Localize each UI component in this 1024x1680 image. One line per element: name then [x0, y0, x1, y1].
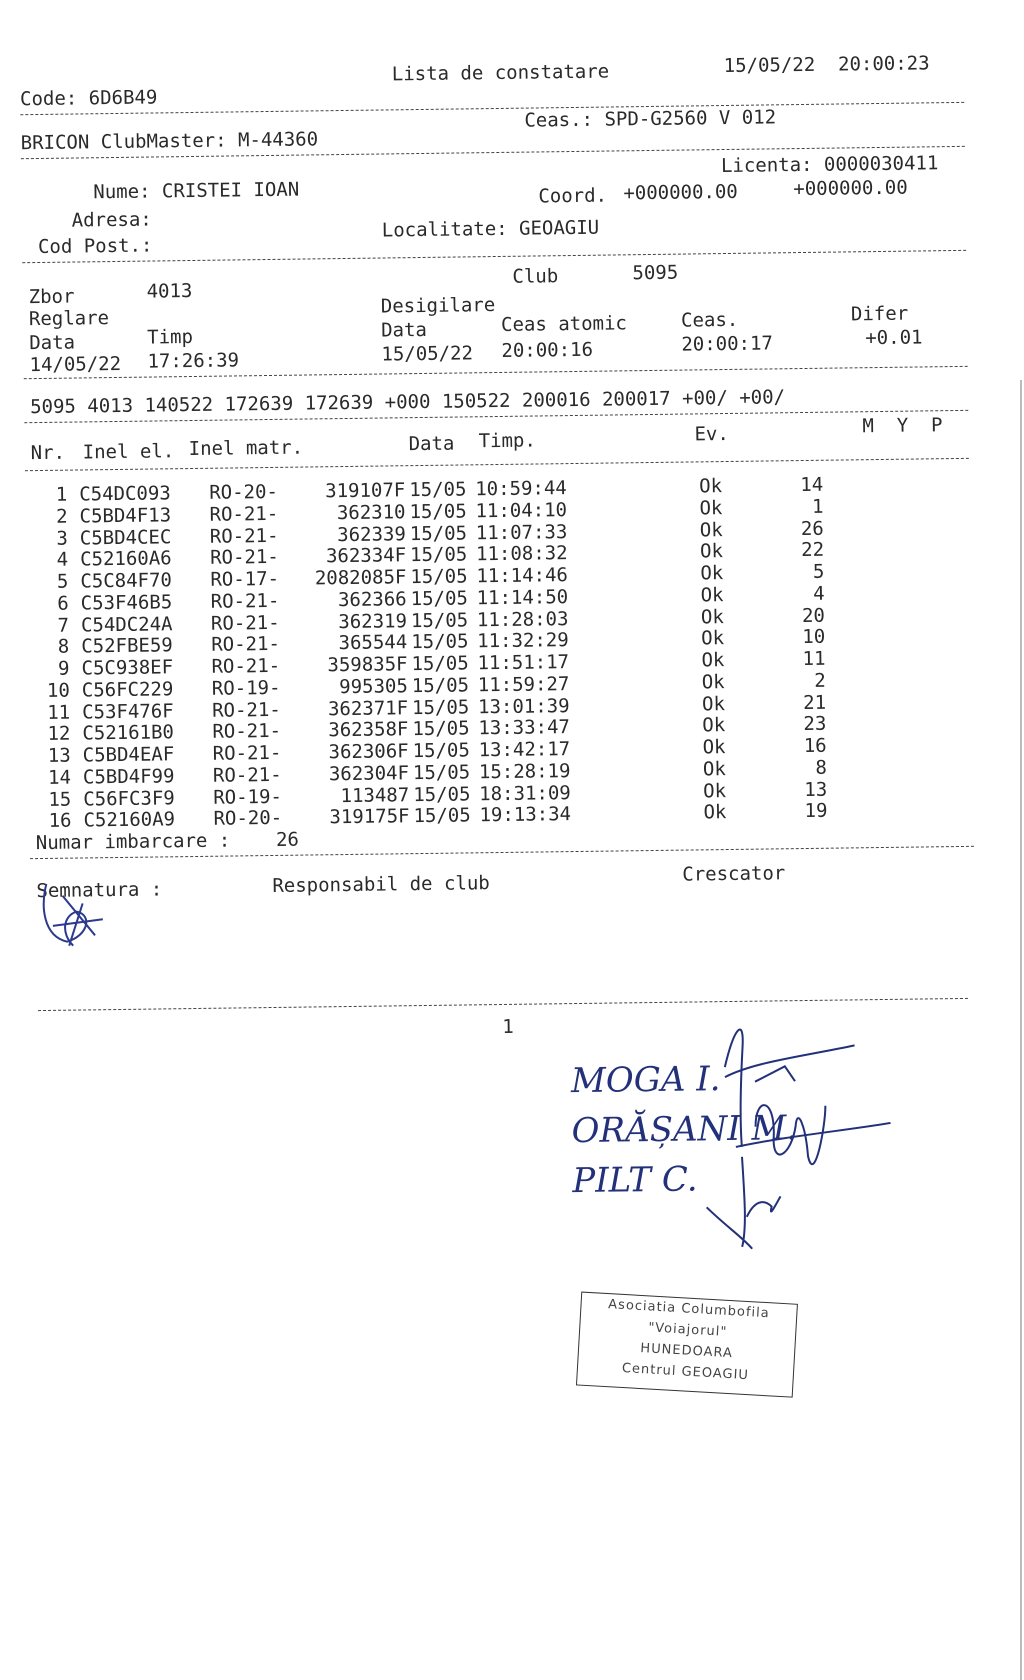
arrival-date: 15/05 — [411, 652, 469, 676]
arrival-date: 15/05 — [411, 695, 470, 719]
stamp-line-1: Asociatia Columbofila — [607, 1297, 771, 1322]
ring-prefix: RO-20- — [209, 480, 279, 504]
club-label: Club — [512, 265, 559, 288]
coord-x: +000000.00 — [623, 180, 738, 205]
arrival-time: 11:14:50 — [476, 585, 569, 610]
row-number: 16 — [48, 809, 72, 833]
arrival-date: 15/05 — [411, 674, 470, 697]
ring-number: 362306F — [328, 740, 409, 764]
divider — [22, 250, 966, 263]
document-title: Lista de constatare — [391, 60, 610, 86]
desigilare-date-label: Data — [381, 318, 428, 342]
arrival-time: 10:59:44 — [475, 477, 567, 501]
locality: Localitate: GEOAGIU — [381, 216, 600, 242]
ring-number: 362319 — [338, 609, 408, 633]
col-header-myp: M Y P — [862, 414, 943, 438]
ring-number: 362304F — [328, 761, 410, 785]
ring-number: 995305 — [339, 674, 408, 698]
arrival-time: 19:13:34 — [479, 803, 572, 827]
handwritten-name-3: PILT C. — [572, 1159, 698, 1202]
arrival-time: 11:59:27 — [477, 672, 570, 697]
ring-prefix: RO-21- — [210, 589, 280, 613]
row-number: 7 — [57, 614, 70, 637]
ring-number: 365544 — [338, 631, 408, 655]
electronic-ring: C56FC3F9 — [83, 786, 175, 810]
electronic-ring: C5BD4CEC — [79, 525, 172, 549]
event-status: Ok — [700, 605, 724, 628]
electronic-ring: C56FC229 — [81, 678, 174, 702]
event-status: Ok — [701, 692, 726, 715]
row-number: 11 — [47, 701, 71, 724]
stamp-line-4: Centrul GEOAGIU — [621, 1360, 750, 1384]
row-number: 8 — [57, 635, 70, 659]
coord-y: +000000.00 — [793, 176, 908, 201]
ring-number: 362371F — [327, 696, 409, 720]
ring-number: 319175F — [329, 805, 410, 829]
electronic-ring: C53F46B5 — [80, 591, 173, 615]
difference-value: +0.01 — [865, 326, 923, 350]
print-datetime: 15/05/22 20:00:23 — [723, 52, 930, 78]
arrival-date: 15/05 — [409, 500, 467, 523]
ring-prefix: RO-21- — [211, 654, 281, 678]
row-number: 5 — [56, 570, 69, 593]
ring-number: 319107F — [325, 479, 406, 503]
arrival-time: 11:14:46 — [476, 564, 569, 588]
row-number: 13 — [47, 744, 71, 767]
event-status: Ok — [701, 627, 725, 650]
stamp-line-2: "Voiajorul" — [647, 1320, 728, 1340]
ring-number: 362334F — [325, 544, 407, 568]
electronic-ring: C52160A6 — [79, 547, 172, 571]
license-number: Licenta: 0000030411 — [720, 152, 939, 178]
desigilare-label: Desigilare — [380, 294, 496, 318]
handwritten-signatures — [694, 1005, 907, 1258]
position-m: 19 — [804, 799, 828, 823]
arrival-time: 11:32:29 — [477, 629, 569, 653]
arrival-time: 13:33:47 — [478, 716, 571, 740]
ring-prefix: RO-21- — [209, 502, 279, 526]
summary-code-line: 5095 4013 140522 172639 172639 +000 150522 200016 200017 +00/ +00/ — [29, 386, 786, 419]
event-status: Ok — [701, 649, 725, 672]
row-number: 15 — [48, 788, 72, 811]
ring-number: 2082085F — [314, 566, 407, 590]
arrival-time: 13:01:39 — [477, 694, 570, 718]
row-number: 2 — [55, 505, 68, 528]
zbor-label: Zbor — [28, 285, 75, 309]
ring-number: 362358F — [328, 718, 409, 742]
arrival-time: 11:07:33 — [475, 520, 568, 544]
electronic-ring: C53F476F — [81, 699, 174, 723]
position-m: 22 — [801, 538, 825, 562]
arrival-time: 13:42:17 — [478, 738, 571, 762]
arrival-date: 15/05 — [409, 478, 467, 502]
event-status: Ok — [703, 801, 727, 824]
position-m: 2 — [814, 669, 826, 692]
arrival-date: 15/05 — [412, 739, 471, 763]
stamp-line-3: HUNEDOARA — [639, 1340, 734, 1362]
position-m: 26 — [800, 517, 824, 540]
event-status: Ok — [701, 670, 725, 694]
ring-prefix: RO-19- — [211, 676, 281, 700]
ring-prefix: RO-21- — [212, 720, 282, 744]
ring-prefix: RO-17- — [210, 567, 280, 591]
atomic-clock-label: Ceas atomic — [500, 312, 628, 336]
ring-prefix: RO-19- — [213, 785, 283, 809]
event-status: Ok — [703, 779, 727, 802]
event-status: Ok — [699, 540, 724, 563]
arrival-time: 18:31:09 — [479, 781, 571, 805]
position-m: 10 — [802, 625, 826, 649]
arrival-date: 15/05 — [410, 608, 469, 632]
row-number: 14 — [47, 766, 72, 789]
col-header-nr: Nr. — [30, 441, 66, 465]
ring-prefix: RO-21- — [212, 763, 282, 787]
reglare-date: 14/05/22 — [29, 352, 122, 377]
row-number: 10 — [46, 679, 70, 702]
event-status: Ok — [699, 475, 723, 498]
zbor-value: 4013 — [146, 279, 193, 303]
signature-label: Semnatura : — [36, 878, 163, 903]
clock-id: Ceas.: SPD-G2560 V 012 — [524, 106, 777, 132]
arrival-date: 15/05 — [410, 587, 469, 610]
event-status: Ok — [700, 562, 724, 585]
event-status: Ok — [702, 736, 726, 759]
arrival-date: 15/05 — [409, 543, 468, 567]
device-code: Code: 6D6B49 — [19, 86, 158, 111]
position-m: 13 — [804, 778, 828, 801]
ring-number: 362310 — [336, 500, 406, 524]
breeder-label: Crescator — [682, 862, 786, 886]
page-number: 1 — [502, 1015, 514, 1038]
boarding-count: Numar imbarcare : 26 — [35, 828, 300, 855]
event-status: Ok — [699, 496, 723, 520]
ring-prefix: RO-21- — [210, 611, 280, 635]
arrival-time: 11:08:32 — [475, 542, 568, 566]
electronic-ring: C5BD4F99 — [82, 765, 175, 789]
position-m: 5 — [812, 560, 825, 583]
row-number: 4 — [56, 548, 69, 572]
reglare-date-label: Data — [29, 331, 76, 355]
address-label: Adresa: — [71, 208, 152, 232]
event-status: Ok — [702, 757, 726, 781]
arrival-date: 15/05 — [413, 804, 471, 828]
electronic-ring: C5C84F70 — [80, 569, 173, 593]
clock-time: 20:00:17 — [681, 332, 774, 356]
arrival-date: 15/05 — [411, 630, 469, 654]
electronic-ring: C54DC24A — [80, 612, 173, 636]
row-number: 9 — [57, 657, 70, 680]
arrival-date: 15/05 — [413, 782, 471, 806]
position-m: 20 — [801, 604, 826, 627]
row-number: 12 — [47, 722, 71, 746]
col-header-data: Data — [408, 432, 455, 456]
arrival-date: 15/05 — [409, 521, 468, 545]
ring-number: 362339 — [337, 522, 406, 546]
arrival-date: 15/05 — [410, 565, 468, 589]
col-header-ev: Ev. — [694, 422, 730, 446]
row-number: 3 — [56, 527, 68, 550]
electronic-ring: C5C938EF — [81, 656, 174, 680]
ring-prefix: RO-21- — [212, 741, 282, 765]
event-status: Ok — [700, 583, 724, 607]
position-m: 1 — [811, 495, 824, 518]
ring-prefix: RO-21- — [211, 698, 281, 722]
association-stamp — [576, 1292, 798, 1398]
clubmaster-id: BRICON ClubMaster: M-44360 — [20, 128, 319, 155]
event-status: Ok — [699, 518, 723, 541]
ring-number: 362366 — [337, 587, 407, 611]
coord-label: Coord. — [538, 184, 608, 208]
clock-label: Ceas. — [680, 308, 739, 332]
col-header-inel-el: Inel el. — [82, 440, 175, 464]
divider — [20, 102, 964, 115]
club-value: 5095 — [632, 261, 679, 285]
arrival-time: 11:28:03 — [476, 607, 569, 631]
position-m: 11 — [802, 647, 826, 671]
ring-prefix: RO-20- — [213, 807, 283, 831]
reglare-label: Reglare — [28, 307, 110, 331]
position-m: 16 — [803, 734, 827, 758]
col-header-timp: Timp. — [478, 429, 536, 453]
handwritten-name-1: MOGA I. — [570, 1059, 721, 1102]
position-m: 21 — [803, 691, 827, 714]
position-m: 8 — [815, 756, 828, 779]
electronic-ring: C5BD4EAF — [82, 743, 175, 767]
club-responsible-label: Responsabil de club — [272, 872, 490, 897]
ring-prefix: RO-21- — [209, 546, 279, 570]
signature-scribble — [32, 875, 113, 956]
position-m: 14 — [800, 473, 824, 497]
paper-edge — [1020, 380, 1022, 1680]
difference-label: Difer — [850, 302, 909, 326]
arrival-date: 15/05 — [412, 761, 471, 784]
ring-number: 113487 — [340, 783, 410, 807]
handwritten-name-2: ORĂȘANI M. — [571, 1108, 798, 1152]
atomic-time: 20:00:16 — [501, 338, 594, 362]
electronic-ring: C5BD4F13 — [79, 504, 172, 528]
electronic-ring: C52161B0 — [82, 721, 175, 745]
postcode-label: Cod Post.: — [37, 234, 153, 259]
arrival-time: 11:51:17 — [477, 651, 570, 675]
fancier-name: Nume: CRISTEI IOAN — [93, 178, 300, 204]
ring-number: 359835F — [327, 653, 408, 677]
electronic-ring: C52FBE59 — [81, 634, 173, 658]
arrival-time: 11:04:10 — [475, 498, 568, 523]
reglare-time-label: Timp — [147, 325, 194, 349]
electronic-ring: C54DC093 — [79, 482, 171, 506]
position-m: 23 — [803, 712, 827, 736]
electronic-ring: C52160A9 — [83, 808, 176, 832]
ring-prefix: RO-21- — [211, 633, 281, 657]
row-number: 6 — [57, 592, 69, 615]
event-status: Ok — [702, 714, 726, 737]
row-number: 1 — [55, 483, 68, 506]
arrival-time: 15:28:19 — [478, 759, 571, 784]
desigilare-date: 15/05/22 — [381, 342, 474, 366]
reglare-time: 17:26:39 — [147, 349, 240, 373]
col-header-inel-matr: Inel matr. — [188, 436, 304, 461]
arrival-date: 15/05 — [412, 717, 470, 741]
position-m: 4 — [813, 582, 825, 605]
ring-prefix: RO-21- — [209, 524, 279, 548]
